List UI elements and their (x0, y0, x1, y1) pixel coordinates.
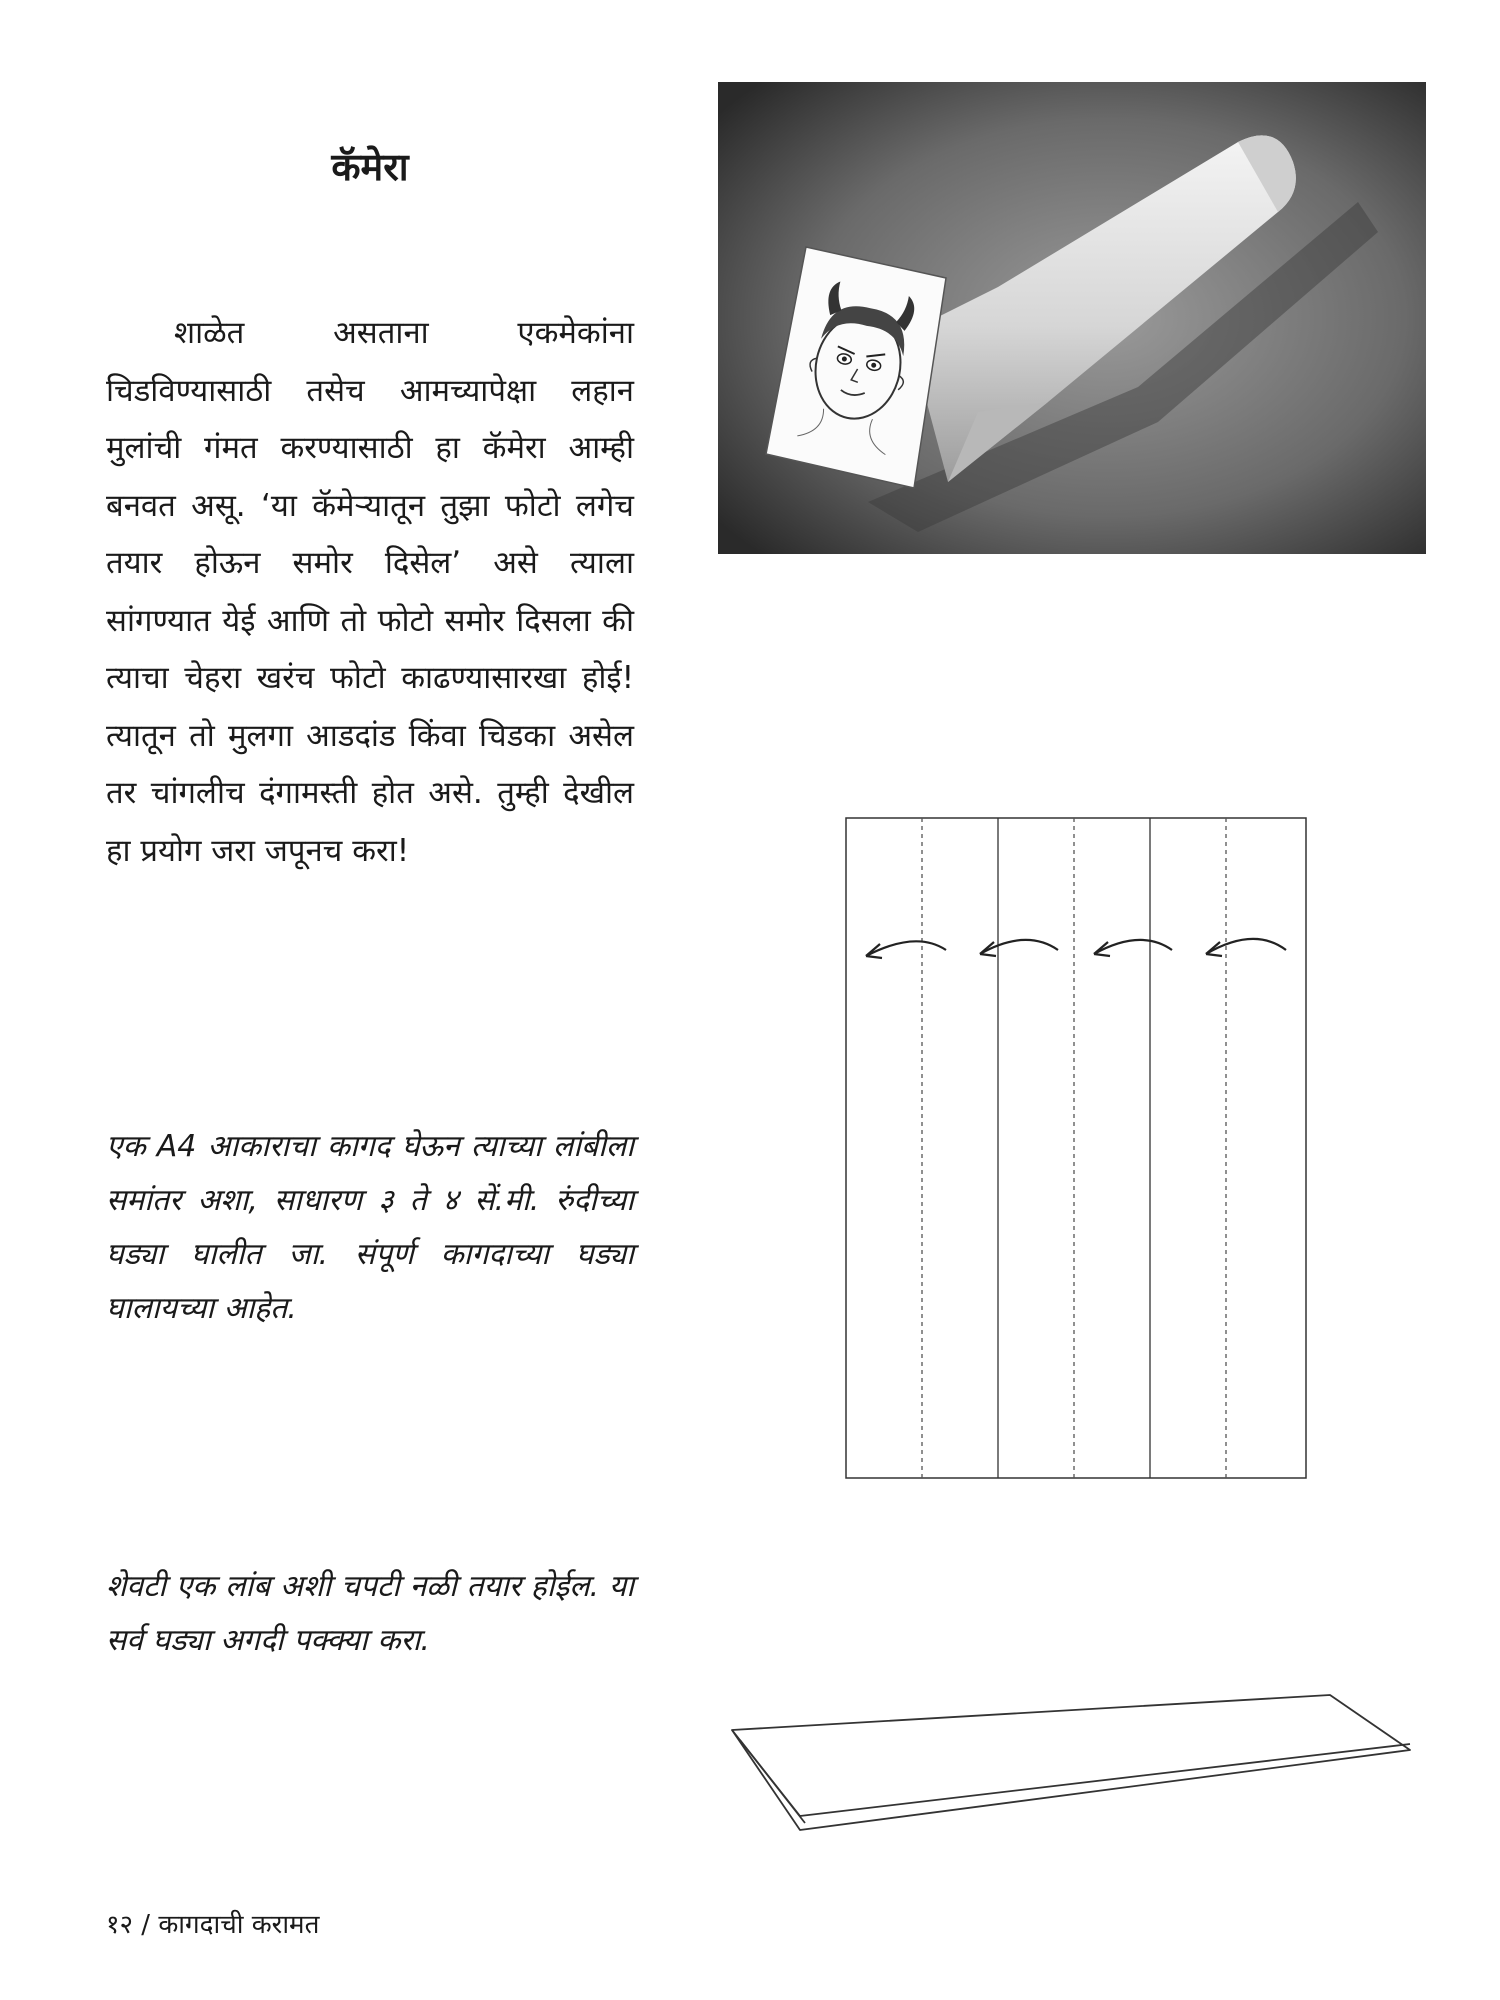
fold-diagram (836, 808, 1326, 1488)
paper-camera-photo-icon (718, 82, 1426, 554)
dashed-fold-lines-with-arrows-icon (836, 808, 1326, 1488)
camera-photo (718, 82, 1426, 554)
page-footer: १२ / कागदाची करामत (106, 1910, 320, 1940)
flat-folded-paper-strip-icon (720, 1660, 1420, 1850)
flat-tube-diagram (720, 1660, 1420, 1850)
intro-paragraph (106, 305, 634, 880)
step-2-text: शेवटी एक लांब अशी चपटी नळी तयार होईल. या सर्व घड्या अगदी पक्क्या करा. (106, 1569, 634, 1658)
page-title: कॅमेरा (331, 145, 409, 189)
step-1-text: एक A4 आकाराचा कागद घेऊन त्याच्या लांबीला समांतर अशा, साधारण ३ ते ४ सें.मी. रुंदीच्या घड्या घालीत जा. संपूर्ण कागदाच्या घड्या घालायच्या आहेत. (106, 1129, 634, 1326)
intro-text: शाळेत असताना एकमेकांना चिडविण्यासाठी तसेच आमच्यापेक्षा लहान मुलांची गंमत करण्यासाठी हा कॅमेरा आम्ही बनवत असू. ‘या कॅमेऱ्यातून तुझा फोटो लगेच तयार होऊन समोर दिसेल’ असे त्याला सांगण्यात येई आणि तो फोटो समोर दिसला की त्याचा चेहरा खरंच फोटो काढण्यासारखा होई! त्यातून तो मुलगा आडदांड किंवा चिडका असेल तर चांगलीच दंगामस्ती होत असे. तुम्ही देखील हा प्रयोग जरा जपूनच करा! (106, 315, 634, 869)
